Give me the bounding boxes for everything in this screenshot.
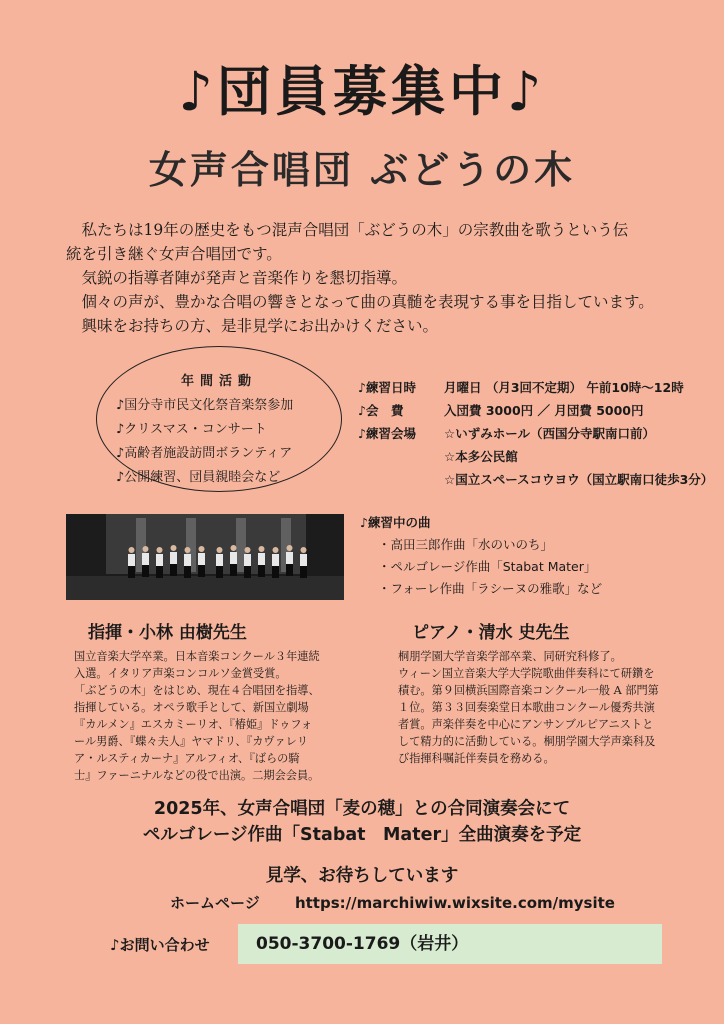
- conductor-bio-line: ール男爵、『蝶々夫人』ヤマドリ、『カヴァレリ: [74, 735, 309, 748]
- pianist-bio: [398, 648, 698, 767]
- conductor-bio-line: 『カルメン』エスカミーリオ、『椿姫』ドゥフォ: [74, 718, 313, 731]
- conductor-bio-line: 士』ファーニナルなどの役で出演。二期会会員。: [74, 769, 320, 782]
- choir-photo: [66, 514, 344, 600]
- pianist-bio-line: ウィーン国立音楽大学大学院歌曲伴奏科にて研鑽を: [398, 667, 655, 680]
- practice-info: [358, 376, 713, 491]
- annual-activity-item: ♪クリスマス・コンサート: [116, 422, 267, 437]
- announcement-line: ペルゴレージ作曲「Stabat Mater」全曲演奏を予定: [142, 825, 582, 845]
- concert-announcement: [0, 796, 724, 848]
- intro-line: 興味をお持ちの方、是非見学にお出かけください。: [66, 317, 439, 335]
- annual-activities-list: [116, 394, 293, 490]
- contact-phone: 050-3700-1769（岩井）: [238, 924, 662, 964]
- pianist-bio-line: １位。第３３回奏楽堂日本歌曲コンクール優秀共演: [398, 701, 655, 714]
- annual-activities-heading: 年間活動: [180, 374, 257, 389]
- page-title: ♪団員募集中♪: [178, 60, 546, 123]
- conductor-bio: [74, 648, 364, 784]
- homepage-row: [170, 892, 615, 914]
- pianist-bio-line: び指揮科嘱託伴奏員を務める。: [398, 752, 555, 765]
- pianist-name: ピアノ・清水 史先生: [412, 623, 570, 643]
- practice-time-label: ♪練習日時: [358, 380, 416, 395]
- conductor-bio-line: 国立音楽大学卒業。日本音楽コンクール３年連続: [74, 650, 320, 663]
- venue-item: ☆国立スペースコウヨウ（国立駅南口徒歩3分）: [444, 472, 714, 487]
- annual-activity-item: ♪高齢者施設訪問ボランティア: [116, 446, 293, 461]
- song-item: ・高田三郎作曲「水のいのち」: [378, 537, 554, 552]
- songs-heading: ♪練習中の曲: [360, 515, 431, 530]
- annual-activity-item: ♪国分寺市民文化祭音楽祭参加: [116, 398, 294, 413]
- venue-row: [358, 422, 713, 445]
- conductor-name: 指揮・小林 由樹先生: [88, 623, 247, 643]
- conductor-bio-line: 「ぶどうの木」をはじめ、現在４合唱団を指導、: [74, 684, 320, 697]
- venue-row: [358, 445, 713, 468]
- fee-value: 入団費 3000円 ／ 月団費 5000円: [444, 403, 644, 418]
- fee-row: [358, 399, 713, 422]
- pianist-bio-line: 桐朋学園大学音楽学部卒業、同研究科修了。: [398, 650, 622, 663]
- intro-line: 私たちは19年の歴史をもつ混声合唱団「ぶどうの木」の宗教曲を歌うという伝: [66, 221, 629, 239]
- homepage-link[interactable]: https://marchiwiw.wixsite.com/mysite: [294, 894, 615, 912]
- practice-time-row: [358, 376, 713, 399]
- songs-section: [360, 512, 602, 600]
- announcement-line: 2025年、女声合唱団「麦の穂」との合同演奏会にて: [153, 799, 571, 819]
- practice-time-value: 月曜日 （月3回不定期） 午前10時～12時: [444, 380, 684, 395]
- song-item: ・フォーレ作曲「ラシーヌの雅歌」など: [378, 581, 603, 596]
- intro-line: 統を引き継ぐ女声合唱団です。: [66, 245, 282, 263]
- venue-item: ☆本多公民館: [444, 449, 518, 464]
- conductor-bio-line: 指揮している。オペラ歌手として、新国立劇場: [74, 701, 309, 714]
- pianist-bio-line: 者賞。声楽伴奏を中心にアンサンブルピアニストと: [398, 718, 654, 731]
- venue-label: ♪練習会場: [358, 426, 416, 441]
- intro-line: 気鋭の指導者陣が発声と音楽作りを懇切指導。: [66, 269, 408, 287]
- intro-text: [66, 218, 686, 338]
- song-item: ・ペルゴレージ作曲「Stabat Mater」: [378, 559, 597, 574]
- conductor-bio-line: 入選。イタリア声楽コンコルソ金賞受賞。: [74, 667, 287, 680]
- choir-name: 女声合唱団 ぶどうの木: [148, 148, 576, 192]
- fee-label: ♪会 費: [358, 403, 404, 418]
- venue-item: ☆いずみホール（西国分寺駅南口前）: [444, 426, 655, 441]
- venue-row: [358, 468, 713, 491]
- homepage-label: ホームページ: [170, 894, 260, 912]
- annual-activity-item: ♪公開練習、団員親睦会など: [116, 470, 281, 485]
- intro-line: 個々の声が、豊かな合唱の響きとなって曲の真髄を表現する事を目指しています。: [66, 293, 654, 311]
- contact-label: ♪お問い合わせ: [110, 936, 210, 954]
- conductor-bio-line: ア・ルスティカーナ』アルフィオ、『ばらの騎: [74, 752, 300, 765]
- pianist-bio-line: 積む。第９回横浜国際音楽コンクール一般 A 部門第: [398, 684, 659, 697]
- pianist-bio-line: して精力的に活動している。桐朋学園大学声楽科及: [398, 735, 656, 748]
- choir-photo-illustration: [66, 514, 344, 600]
- welcome-message: 見学、お待ちしています: [265, 866, 459, 886]
